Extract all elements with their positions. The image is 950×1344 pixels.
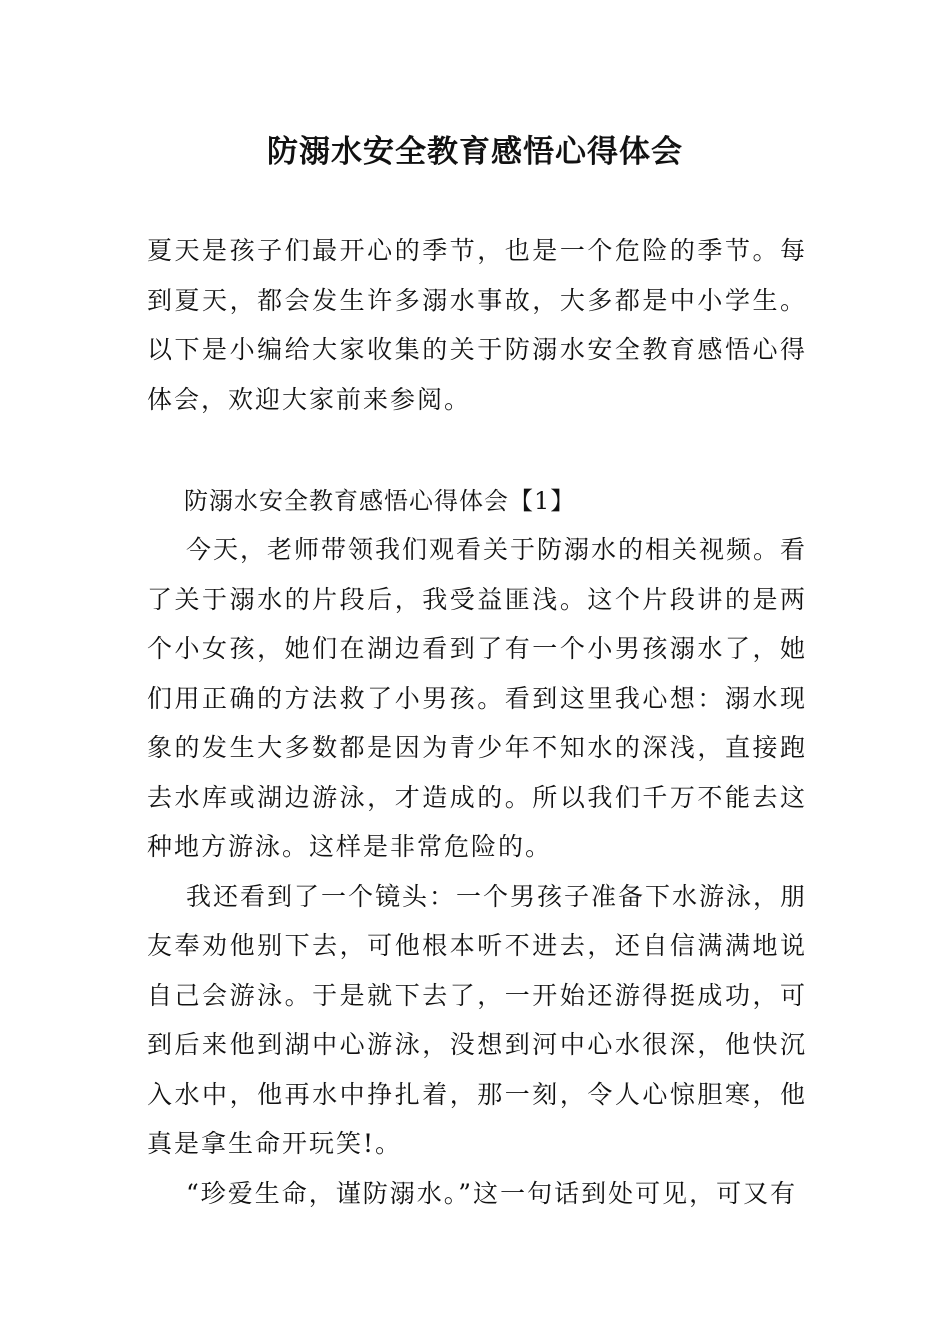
body-paragraph-2: 我还看到了一个镜头：一个男孩子准备下水游泳，朋友奉劝他别下去，可他根本听不进去，还自信满满地说自己会游泳。于是就下去了，一开始还游得挺成功，可到后来他到湖中心游泳，没想到河中心水很深，他快沉入水中，他再水中挣扎着，那一刻，令人心惊胆寒，他真是拿生命开玩笑!。 (147, 881, 808, 1158)
section-1 (147, 477, 807, 1218)
body-paragraph-1: 今天，老师带领我们观看关于防溺水的相关视频。看了关于溺水的片段后，我受益匪浅。这个片段讲的是两个小女孩，她们在湖边看到了有一个小男孩溺水了，她们用正确的方法救了小男孩。看到这里我心想：溺水现象的发生大多数都是因为青少年不知水的深浅，直接跑去水库或湖边游泳，才造成的。所以我们千万不能去这种地方游泳。这样是非常危险的。 (147, 535, 808, 861)
body-paragraph-3: “珍爱生命，谨防溺水。”这一句话到处可见，可又有 (186, 1178, 798, 1208)
document-title: 防溺水安全教育感悟心得体会 (267, 134, 683, 170)
intro-paragraph: 夏天是孩子们最开心的季节，也是一个危险的季节。每到夏天，都会发生许多溺水事故，大多都是中小学生。以下是小编给大家收集的关于防溺水安全教育感悟心得体会，欢迎大家前来参阅。 (147, 236, 807, 414)
section-heading: 防溺水安全教育感悟心得体会【1】 (184, 487, 576, 515)
